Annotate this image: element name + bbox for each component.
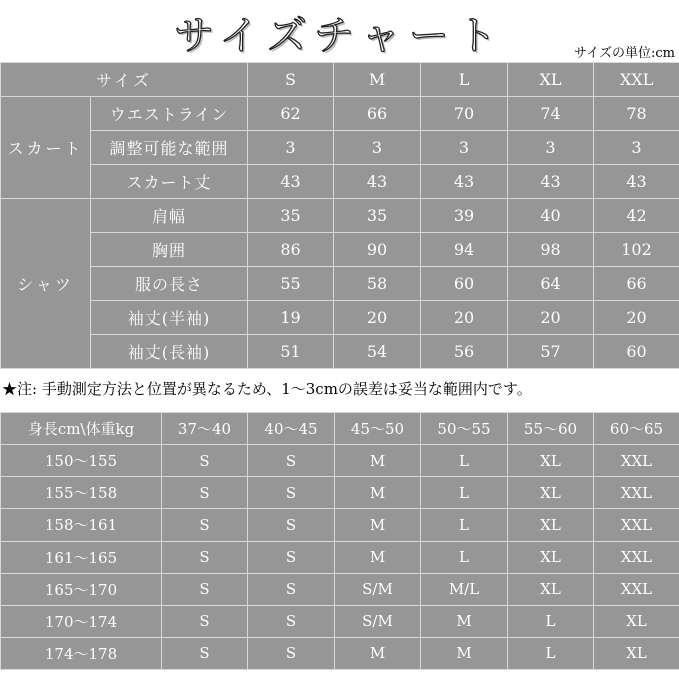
corner-label: 身長cm\体重kg — [1, 413, 162, 445]
table-cell: 43 — [421, 165, 508, 199]
table-cell: S — [162, 605, 248, 637]
table-cell: L — [508, 637, 594, 669]
table-cell: S — [248, 445, 335, 477]
table-cell: 3 — [421, 131, 508, 165]
table-cell: 43 — [594, 165, 679, 199]
table-cell: S/M — [335, 573, 421, 605]
row-label: ウエストライン — [91, 97, 248, 131]
table-cell: XXL — [594, 541, 679, 573]
weight-header-cell: 37～40 — [162, 413, 248, 445]
table-cell: 35 — [248, 199, 334, 233]
height-label: 174～178 — [1, 637, 162, 669]
table-cell: 86 — [248, 233, 334, 267]
table-cell: 57 — [508, 335, 594, 369]
size-header-cell: XXL — [594, 63, 679, 97]
row-label: 調整可能な範囲 — [91, 131, 248, 165]
table-cell: S — [248, 509, 335, 541]
table-row — [1, 477, 679, 509]
table-cell: 3 — [248, 131, 334, 165]
weight-header-cell: 60～65 — [594, 413, 679, 445]
table-cell: XL — [508, 573, 594, 605]
weight-header-cell: 50～55 — [421, 413, 508, 445]
table-cell: 78 — [594, 97, 679, 131]
size-header-cell: L — [421, 63, 508, 97]
row-label: 袖丈(長袖) — [91, 335, 248, 369]
table-cell: 70 — [421, 97, 508, 131]
table-cell: XXL — [594, 573, 679, 605]
table-cell: M — [335, 541, 421, 573]
table-cell: 98 — [508, 233, 594, 267]
table-cell: 54 — [334, 335, 421, 369]
table-cell: S — [248, 637, 335, 669]
table-row — [1, 165, 679, 199]
table-row — [1, 97, 679, 131]
table-cell: S — [162, 541, 248, 573]
guide-header-row — [1, 413, 679, 445]
table-row — [1, 637, 679, 669]
table-row — [1, 541, 679, 573]
table-cell: XXL — [594, 445, 679, 477]
row-label: 肩幅 — [91, 199, 248, 233]
size-guide-table — [0, 412, 679, 670]
table-cell: 66 — [594, 267, 679, 301]
table-cell: 42 — [594, 199, 679, 233]
weight-header-cell: 40～45 — [248, 413, 335, 445]
table-cell: XXL — [594, 477, 679, 509]
row-label: 胸囲 — [91, 233, 248, 267]
table-cell: 94 — [421, 233, 508, 267]
height-label: 150～155 — [1, 445, 162, 477]
size-header-row — [1, 63, 679, 97]
table-cell: S — [248, 573, 335, 605]
weight-header-cell: 55～60 — [508, 413, 594, 445]
row-label: 袖丈(半袖) — [91, 301, 248, 335]
measurement-note: ★注: 手動測定方法と位置が異なるため、1～3cmの誤差は妥当な範囲内です。 — [2, 380, 532, 398]
table-cell: 40 — [508, 199, 594, 233]
table-cell: 43 — [508, 165, 594, 199]
table-cell: 3 — [508, 131, 594, 165]
table-row — [1, 131, 679, 165]
table-cell: L — [421, 509, 508, 541]
table-cell: 90 — [334, 233, 421, 267]
table-cell: 62 — [248, 97, 334, 131]
table-cell: S — [248, 605, 335, 637]
table-cell: 60 — [594, 335, 679, 369]
size-chart-table — [0, 62, 679, 369]
table-cell: L — [421, 477, 508, 509]
group-label-shirt: シャツ — [1, 199, 91, 369]
group-label-skirt: スカート — [1, 97, 91, 199]
table-row — [1, 509, 679, 541]
table-cell: S — [162, 445, 248, 477]
table-cell: L — [421, 541, 508, 573]
height-label: 161～165 — [1, 541, 162, 573]
table-cell: XL — [594, 605, 679, 637]
table-cell: 102 — [594, 233, 679, 267]
table-cell: S — [248, 541, 335, 573]
table-row — [1, 605, 679, 637]
table-cell: S/M — [335, 605, 421, 637]
table-cell: M — [335, 509, 421, 541]
table-cell: XL — [508, 477, 594, 509]
table-cell: 51 — [248, 335, 334, 369]
table-cell: 55 — [248, 267, 334, 301]
table-cell: L — [421, 445, 508, 477]
table-cell: XL — [594, 637, 679, 669]
size-header-cell: S — [248, 63, 334, 97]
table-cell: 20 — [508, 301, 594, 335]
table-row — [1, 335, 679, 369]
size-header-cell: XL — [508, 63, 594, 97]
height-label: 165～170 — [1, 573, 162, 605]
table-cell: M — [335, 445, 421, 477]
size-header-cell: M — [334, 63, 421, 97]
table-cell: S — [162, 509, 248, 541]
table-cell: XL — [508, 445, 594, 477]
table-cell: S — [248, 477, 335, 509]
table-cell: L — [508, 605, 594, 637]
table-row — [1, 233, 679, 267]
table-cell: XXL — [594, 509, 679, 541]
table-cell: 74 — [508, 97, 594, 131]
table-cell: 66 — [334, 97, 421, 131]
height-label: 170～174 — [1, 605, 162, 637]
table-cell: 39 — [421, 199, 508, 233]
table-cell: 19 — [248, 301, 334, 335]
table-row — [1, 573, 679, 605]
table-cell: M — [421, 637, 508, 669]
table-cell: M/L — [421, 573, 508, 605]
table-cell: 3 — [334, 131, 421, 165]
table-row — [1, 445, 679, 477]
table-cell: M — [421, 605, 508, 637]
table-cell: 60 — [421, 267, 508, 301]
size-header-label: サイズ — [1, 63, 248, 97]
table-cell: 35 — [334, 199, 421, 233]
table-cell: 20 — [594, 301, 679, 335]
height-label: 158～161 — [1, 509, 162, 541]
table-cell: XL — [508, 509, 594, 541]
table-cell: S — [162, 573, 248, 605]
table-row — [1, 199, 679, 233]
table-cell: S — [162, 477, 248, 509]
table-cell: 43 — [248, 165, 334, 199]
weight-header-cell: 45～50 — [335, 413, 421, 445]
table-cell: 64 — [508, 267, 594, 301]
table-row — [1, 267, 679, 301]
table-cell: 20 — [334, 301, 421, 335]
table-cell: XL — [508, 541, 594, 573]
table-cell: 43 — [334, 165, 421, 199]
table-cell: S — [162, 637, 248, 669]
page-title: サイズチャート — [174, 13, 505, 59]
table-cell: 3 — [594, 131, 679, 165]
row-label: スカート丈 — [91, 165, 248, 199]
row-label: 服の長さ — [91, 267, 248, 301]
table-row — [1, 301, 679, 335]
unit-label: サイズの単位:cm — [574, 46, 675, 61]
table-cell: M — [335, 637, 421, 669]
table-cell: 56 — [421, 335, 508, 369]
table-cell: M — [335, 477, 421, 509]
table-cell: 20 — [421, 301, 508, 335]
height-label: 155～158 — [1, 477, 162, 509]
table-cell: 58 — [334, 267, 421, 301]
